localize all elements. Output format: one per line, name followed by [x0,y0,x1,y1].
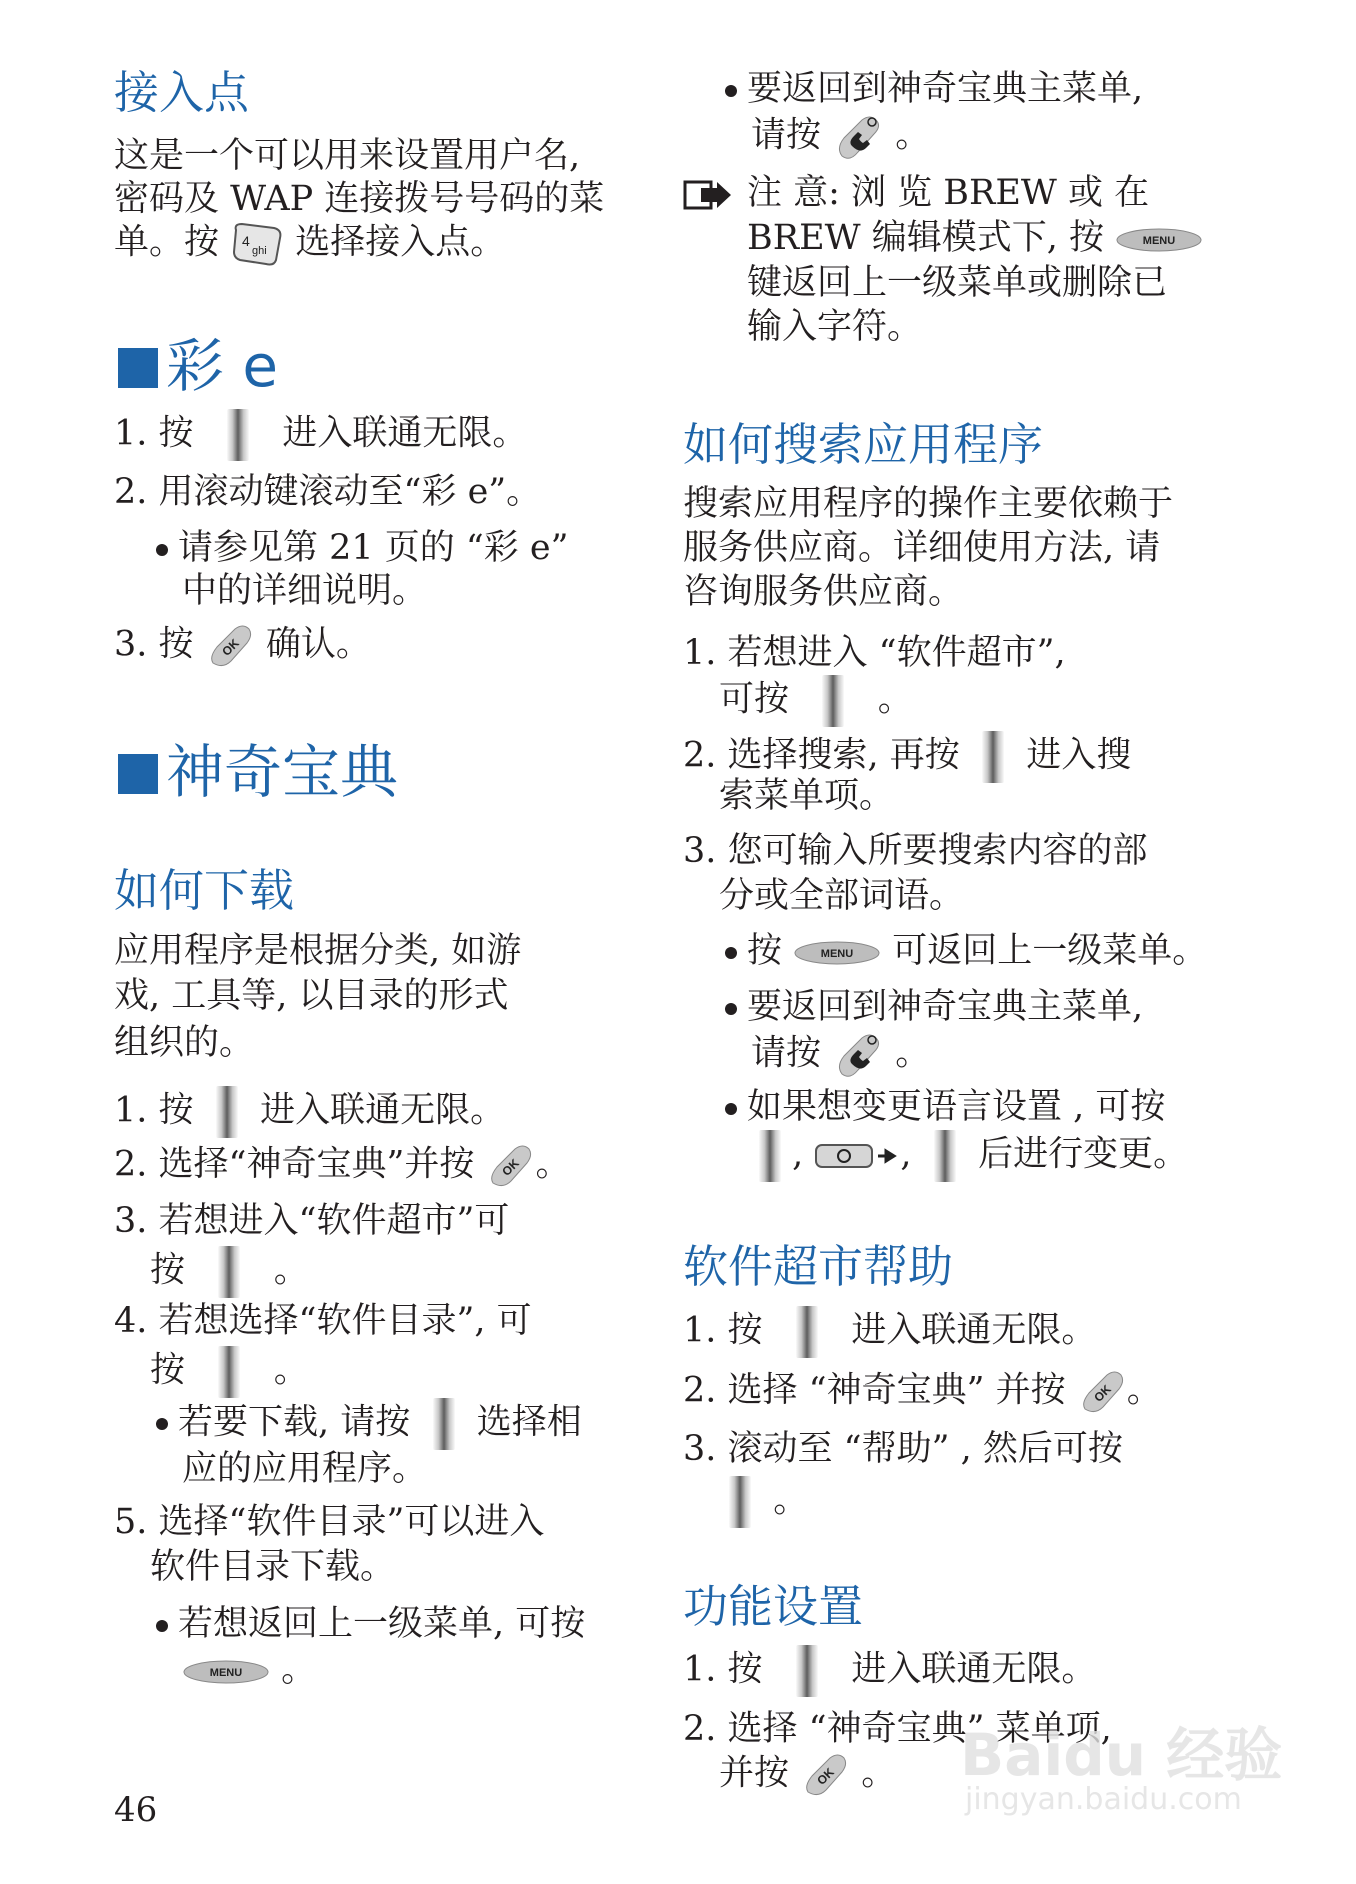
step-text: 若想选择“软件目录”, 可 [158,1301,532,1341]
access-point-text-line1: 这是一个可以用来设置用户名, [114,136,581,176]
search-step3-line1 [683,830,1148,873]
search-step1-line1 [683,632,1066,675]
search-p-line3: 咨询服务供应商。 [683,572,964,612]
heading-access-point: 接入点 [114,66,250,119]
step-text: 并按 [719,1753,790,1794]
step-number: 1. [683,1310,717,1351]
bullet-text: 后进行变更。 [978,1134,1189,1175]
heading-color-e [118,334,278,398]
step-number: 5. [114,1502,148,1542]
search-p-line1: 搜索应用程序的操作主要依赖于 [683,484,1174,524]
heading-how-to-download: 如何下载 [114,864,295,917]
help-step1 [683,1306,1096,1358]
step-text: 。 [535,1144,571,1185]
step-text: 用滚动键滚动至“彩 e”。 [158,472,542,512]
search-bullet3-line1 [725,1086,1165,1129]
heading-square-marker [118,754,158,794]
step-text: 进入联通无限。 [851,1649,1097,1690]
heading-software-market-help: 软件超市帮助 [683,1240,954,1293]
search-bullet2-line2 [751,1030,930,1080]
step-text: 选择“神奇宝典”并按 [158,1144,475,1185]
step-number: 1. [683,1649,717,1690]
bullet-text: 请按 [751,115,822,156]
help-step3-line2 [729,1476,808,1528]
step-number: 1. [114,413,148,454]
step-text: 按 [158,1090,194,1131]
step-text: 。 [273,1350,309,1391]
note-arrow-icon [683,178,733,216]
search-p-line2: 服务供应商。详细使用方法, 请 [683,528,1161,568]
step-number: 3. [683,1429,717,1469]
download-p-line1: 应用程序是根据分类, 如游 [114,931,522,971]
menu-key-icon [793,939,881,967]
top-bullet-line1 [725,68,1143,111]
step-number: 3. [683,831,717,871]
watermark-brand: Baidu 经验 [960,1721,1283,1789]
step-number: 2. [683,1709,717,1749]
side-key-icon [218,1346,240,1398]
download-step2 [114,1143,571,1189]
step-text: 按 [158,624,194,665]
side-key-icon [796,1645,818,1697]
step-number: 2. [683,735,717,776]
svg-text:ghi: ghi [252,245,267,257]
heading-magic-book [118,740,398,804]
settings-step1 [683,1645,1096,1697]
bullet-text: , [900,1134,912,1175]
bullet-text: 。 [895,1033,931,1074]
end-call-key-icon [832,1030,884,1080]
download-step5-line1 [114,1501,544,1544]
svg-text:OK: OK [814,1765,838,1788]
step-text: 选择 “神奇宝典” 菜单项, [727,1709,1112,1749]
heading-magic-book-text: 神奇宝典 [166,738,399,806]
menu-key-icon [182,1658,270,1686]
ok-key-icon [205,623,255,669]
search-bullet3-line2 [759,1130,1188,1182]
note-line3: 键返回上一级菜单或删除已 [747,263,1168,303]
end-call-key-icon [832,112,884,162]
step-number: 3. [114,1201,148,1241]
watermark-url: jingyan.baidu.com [965,1782,1242,1817]
bullet-text: , [792,1134,804,1175]
access-point-text-3b: 选择接入点。 [295,222,506,263]
bullet-dot [156,544,168,556]
svg-text:4: 4 [242,233,250,249]
heading-how-to-search: 如何搜索应用程序 [683,418,1044,471]
step-number: 1. [114,1090,148,1131]
step-number: 1. [683,633,717,673]
step-text: 选择 “神奇宝典” 并按 [727,1370,1066,1411]
step-text: 若想进入 “软件超市”, [727,633,1066,673]
bullet-text: 选择相 [476,1402,582,1443]
side-key-icon [934,1130,956,1182]
color-e-step2 [114,471,541,514]
nav-key-icon [814,1141,900,1171]
heading-square-marker [118,348,158,388]
step-text: 若想进入“软件超市”可 [158,1201,510,1241]
search-bullet1 [725,930,1207,973]
settings-step2-line2 [719,1752,896,1798]
bullet-dot [156,1418,168,1430]
heading-function-settings: 功能设置 [683,1580,864,1633]
step-text: 确认。 [265,624,371,665]
step-text: 按 [727,1310,763,1351]
step-text: 滚动至 “帮助” , 然后可按 [727,1429,1123,1469]
step-number: 3. [114,624,148,665]
bullet-dot [156,1620,168,1632]
svg-text:OK: OK [218,636,242,659]
step-text: 按 [150,1350,186,1391]
bullet-text: 。 [281,1650,317,1690]
side-key-icon [796,1306,818,1358]
bullet-text: 。 [895,115,931,156]
download-bullet2-line2 [182,1649,316,1692]
step-text: 进入联通无限。 [282,413,528,454]
step-text: 。 [773,1480,809,1521]
note-line2 [747,217,1203,260]
step-number: 2. [114,1144,148,1185]
key-4-ghi-icon [230,220,284,268]
top-bullet-line2 [751,112,930,162]
step-text: 可按 [719,679,790,720]
download-step5-line2: 软件目录下载。 [150,1547,396,1587]
color-e-step1 [114,409,527,461]
help-step3-line1 [683,1428,1123,1471]
svg-text:OK: OK [1090,1382,1114,1405]
download-bullet2-line1 [156,1603,585,1646]
svg-text:MENU: MENU [820,947,854,960]
side-key-icon [982,731,1004,783]
help-step2 [683,1369,1162,1415]
bullet-text: 要返回到神奇宝典主菜单, [747,69,1144,109]
ok-key-icon [485,1143,535,1189]
side-key-icon [227,409,249,461]
download-step4-line2 [150,1346,309,1398]
step-text: 进入联通无限。 [851,1310,1097,1351]
bullet-text: 要返回到神奇宝典主菜单, [747,987,1144,1027]
color-e-bullet1-line1 [156,527,569,570]
heading-color-e-text: 彩 e [166,332,279,400]
bullet-dot [725,947,737,959]
color-e-step3 [114,623,371,669]
download-step4-line1 [114,1300,532,1343]
step-text: 选择“软件目录”可以进入 [158,1502,545,1542]
download-p-line2: 戏, 工具等, 以目录的形式 [114,976,509,1016]
bullet-text: 如果想变更语言设置 , 可按 [747,1087,1166,1127]
download-step3-line2 [150,1246,309,1298]
download-step1 [114,1086,505,1138]
note-text: BREW 编辑模式下, 按 [747,218,1104,258]
download-bullet1-line2: 应的应用程序。 [182,1449,428,1489]
search-step2-line2: 索菜单项。 [719,776,895,816]
note-line4: 输入字符。 [747,307,923,347]
svg-text:OK: OK [499,1156,523,1179]
ok-key-icon [800,1752,850,1798]
bullet-text: 按 [747,931,783,971]
bullet-text: 请参见第 21 页的 “彩 e” [178,528,569,568]
page-number: 46 [114,1790,158,1830]
step-text: 选择搜索, 再按 [727,735,960,776]
step-text: 按 [727,1649,763,1690]
side-key-icon [729,1476,751,1528]
access-point-text-3a: 单。按 [114,222,220,263]
step-number: 2. [114,472,148,512]
download-p-line3: 组织的。 [114,1023,255,1063]
bullet-dot [725,85,737,97]
search-step1-line2 [719,675,913,727]
side-key-icon [822,675,844,727]
note-icon [683,178,733,220]
access-point-text-line2: 密码及 WAP 连接拨号号码的菜 [114,179,605,219]
step-text: 您可输入所要搜索内容的部 [727,831,1148,871]
menu-key-icon [1115,226,1203,254]
bullet-text: 若想返回上一级菜单, 可按 [178,1604,586,1644]
search-step3-line2: 分或全部词语。 [719,876,965,916]
svg-text:MENU: MENU [209,1666,243,1679]
side-key-icon [218,1246,240,1298]
download-step3-line1 [114,1200,509,1243]
color-e-bullet1-line2: 中的详细说明。 [182,571,428,611]
search-bullet2-line1 [725,986,1143,1029]
side-key-icon [759,1130,781,1182]
step-text: 按 [158,413,194,454]
side-key-icon [433,1398,455,1450]
step-text: 进入搜 [1026,735,1132,776]
step-text: 进入联通无限。 [260,1090,506,1131]
step-number: 2. [683,1370,717,1411]
step-text: 。 [1126,1370,1162,1411]
bullet-dot [725,1003,737,1015]
step-number: 4. [114,1301,148,1341]
side-key-icon [216,1086,238,1138]
note-line1: 注 意: 浏 览 BREW 或 在 [747,173,1150,213]
ok-key-icon [1077,1369,1127,1415]
bullet-text: 请按 [751,1033,822,1074]
step-text: 。 [877,679,913,720]
step-text: 按 [150,1250,186,1291]
bullet-text: 若要下载, 请按 [178,1402,411,1443]
svg-text:MENU: MENU [1142,234,1176,247]
bullet-dot [725,1103,737,1115]
bullet-text: 可返回上一级菜单。 [892,931,1208,971]
download-bullet1-line1 [156,1398,582,1450]
step-text: 。 [861,1753,897,1794]
step-text: 。 [273,1250,309,1291]
access-point-text-line3 [114,220,505,268]
